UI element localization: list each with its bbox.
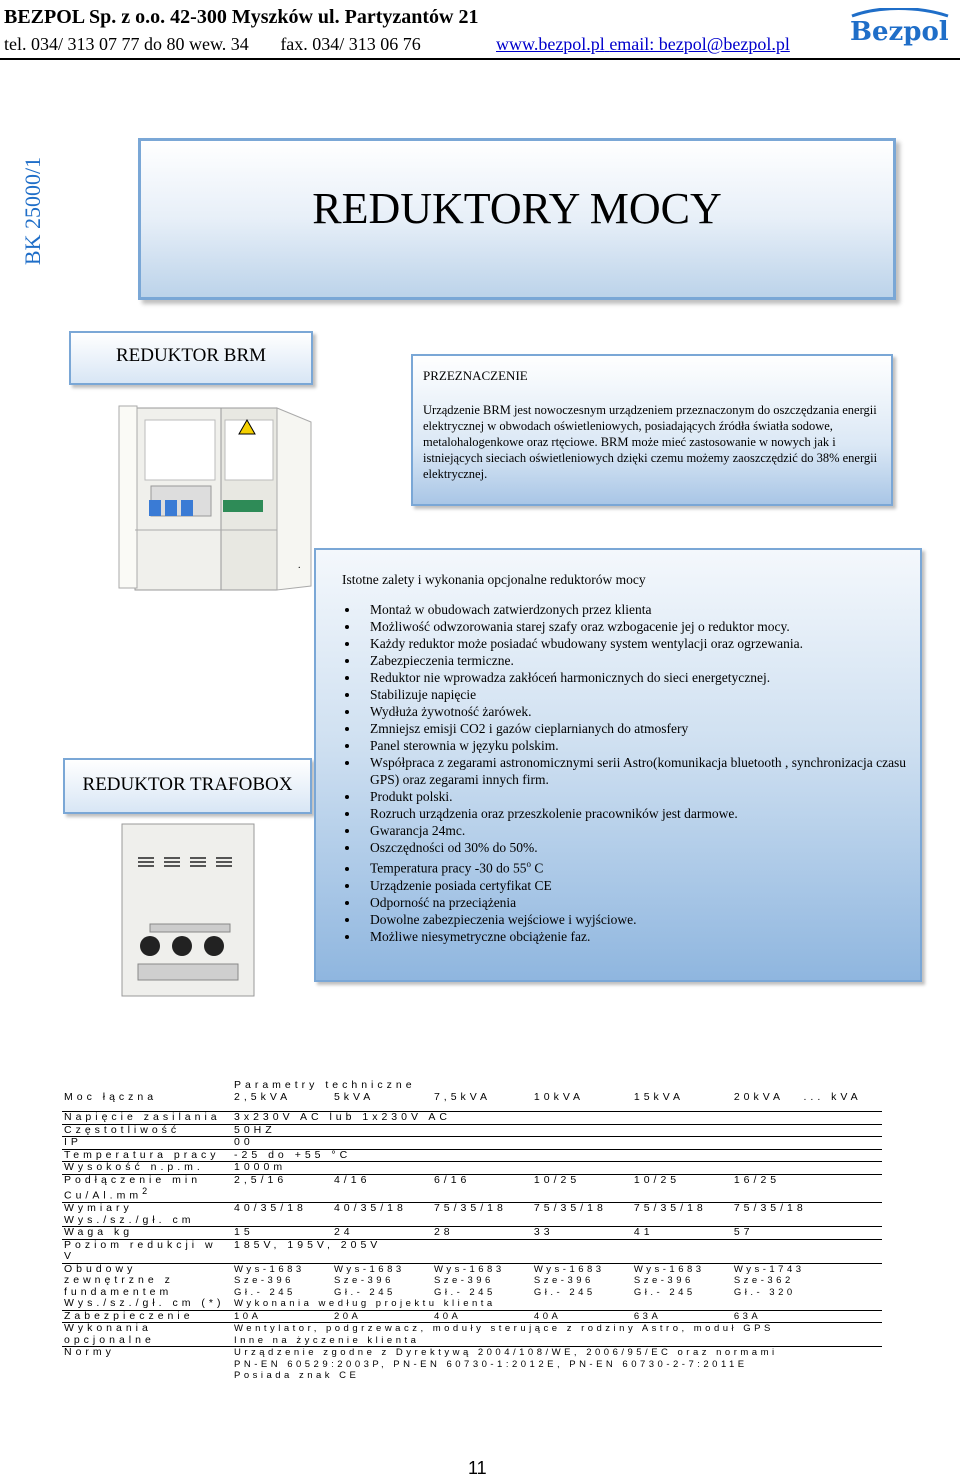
protect-cell: 20A: [332, 1310, 432, 1323]
bezpol-logo: [848, 8, 952, 46]
conn-label-cell: [62, 1174, 232, 1203]
housing-gl: Gł.- 320: [733, 1286, 796, 1298]
housing-cell: [232, 1263, 332, 1298]
housing-cell: [432, 1263, 532, 1298]
ip-label: IP: [62, 1137, 232, 1150]
dim-cell: 75/35/18: [632, 1203, 732, 1227]
dim-cell: 75/35/18: [432, 1203, 532, 1227]
housing-cell: [732, 1263, 882, 1298]
conn-cell: 6/16: [432, 1174, 532, 1203]
feature-item: • Dowolne zabezpieczenia wejściowe i wyjściowe.: [360, 911, 920, 928]
purpose-box: [411, 354, 893, 506]
feature-item: • Montaż w obudowach zatwierdzonych przez klienta: [360, 601, 920, 618]
protect-cell: 10A: [232, 1310, 332, 1323]
feature-item-temperature: [360, 856, 920, 877]
housing-gl: Gł.- 245: [433, 1286, 496, 1298]
trafobox-label: REDUKTOR TRAFOBOX: [82, 774, 293, 795]
brm-label-box: [69, 331, 313, 385]
height-value: 1000m: [232, 1162, 882, 1175]
housing-wys: Wys-1683: [433, 1263, 505, 1275]
temperature-text: Temperatura pracy -30 do 55: [370, 860, 527, 876]
housing-cell: [332, 1263, 432, 1298]
features-box: [314, 548, 922, 982]
page-title: REDUKTORY MOCY: [312, 184, 722, 233]
feature-item: • Gwarancja 24mc.: [360, 822, 920, 839]
feature-item: • Rozruch urządzenia oraz przeszkolenie pracowników jest darmowe.: [360, 805, 920, 822]
housing-sze: Sze-362: [733, 1275, 794, 1286]
temperature-unit: C: [531, 860, 544, 876]
housing-wys: Wys-1683: [633, 1263, 705, 1275]
fax: fax. 034/ 313 06 76: [280, 34, 421, 54]
company-name: BEZPOL Sp. z o.o. 42-300 Myszków ul. Partyzantów 21: [4, 6, 479, 28]
norms-line: Posiada znak CE: [234, 1370, 360, 1381]
height-label: Wysokość n.p.m.: [62, 1162, 232, 1175]
feature-item: • Oszczędności od 30% do 50%.: [360, 839, 920, 856]
power-cell: 20kVA: [733, 1090, 785, 1103]
feature-item: • Urządzenie posiada certyfikat CE: [360, 877, 920, 894]
norms-label: Normy: [62, 1347, 232, 1382]
options-line: Wentylator, podgrzewacz, moduły sterujące z rodziny Astro, moduł GPS: [234, 1323, 774, 1334]
website-link[interactable]: www.bezpol.pl: [496, 34, 605, 54]
options-label: Wykonania opcjonalne: [62, 1323, 232, 1347]
trafobox-image: [120, 820, 260, 1000]
dim-cell: 40/35/18: [332, 1203, 432, 1227]
norms-line: Urządzenie zgodne z Dyrektywą 2004/108/WE, 2006/95/EC oraz normami: [234, 1347, 778, 1358]
feature-item: • Wydłuża żywotność żarówek.: [360, 703, 920, 720]
temp-value: -25 do +55 °C: [232, 1149, 882, 1162]
housing-gl: Gł.- 245: [533, 1286, 596, 1298]
protect-cell: 63A: [632, 1310, 732, 1323]
weight-cell: 33: [532, 1227, 632, 1240]
supply-value: 3x230V AC lub 1x230V AC: [232, 1112, 882, 1125]
trafobox-label-box: [63, 758, 312, 814]
logo-text: Bezpol: [850, 17, 949, 46]
power-cell: 10kVA: [533, 1090, 585, 1103]
housing-wys: Wys-1683: [533, 1263, 605, 1275]
dim-cell: 75/35/18: [732, 1203, 882, 1227]
freq-value: 50HZ: [232, 1124, 882, 1137]
protect-cell: 40A: [432, 1310, 532, 1323]
housing-sze: Sze-396: [234, 1275, 294, 1286]
power-cell: 7,5kVA: [433, 1090, 492, 1103]
conn-label: Podłączenie min Cu/Al.mm: [64, 1173, 202, 1202]
dim-cell: 75/35/18: [532, 1203, 632, 1227]
housing-label: Obudowy zewnętrzne z fundamentem Wys./sz./gł. cm (*): [62, 1263, 232, 1310]
dim-label: Wymiary Wys./sz./gł. cm: [62, 1203, 232, 1227]
housing-wys: Wys-1683: [234, 1263, 305, 1275]
housing-sze: Sze-396: [633, 1275, 694, 1286]
norms-line: PN-EN 60529:2003P, PN-EN 60730-1:2012E, PN-EN 60730-2-7:2011E: [234, 1358, 748, 1370]
housing-gl: Gł.- 245: [333, 1286, 396, 1298]
phone: tel. 034/ 313 07 77 do 80 wew. 34: [4, 34, 249, 54]
catalog-code: BK 25000/1: [20, 156, 45, 266]
stray-dot: .: [298, 560, 301, 571]
norms-value: [232, 1347, 882, 1382]
options-value: [232, 1323, 882, 1347]
level-value: 185V, 195V, 205V: [232, 1239, 882, 1263]
weight-cell: 15: [232, 1227, 332, 1240]
power-cell: 15kVA: [633, 1090, 685, 1103]
features-list: [340, 601, 920, 945]
feature-item: • Panel sterownia w języku polskim.: [360, 737, 920, 754]
temp-label: Temperatura pracy: [62, 1149, 232, 1162]
feature-item: • Możliwość odwzorowania starej szafy oraz wzbogacenie jej o reduktor mocy.: [360, 618, 920, 635]
housing-sze: Sze-396: [333, 1275, 394, 1286]
conn-cell: 10/25: [632, 1174, 732, 1203]
supply-label: Napięcie zasilania: [62, 1112, 232, 1125]
weight-label: Waga kg: [62, 1227, 232, 1240]
feature-item: • Współpraca z zegarami astronomicznymi serii Astro(komunikacja bluetooth , synchronizacja czasu GPS) oraz zegarami innych firm.: [360, 754, 920, 788]
protect-cell: 63A: [732, 1310, 882, 1323]
purpose-heading: PRZEZNACZENIE: [423, 368, 528, 383]
conn-sup: 2: [142, 1186, 152, 1196]
freq-label: Częstotliwość: [62, 1124, 232, 1137]
housing-sze: Sze-396: [533, 1275, 594, 1286]
ip-value: 00: [232, 1137, 882, 1150]
feature-item: • Każdy reduktor może posiadać wbudowany system wentylacji oraz ogrzewania.: [360, 635, 920, 652]
parameters-table: [62, 1080, 882, 1382]
brm-cabinet-image: [115, 400, 315, 595]
conn-cell: 4/16: [332, 1174, 432, 1203]
feature-item: • Stabilizuje napięcie: [360, 686, 920, 703]
contact-web: [496, 34, 790, 55]
feature-item: • Produkt polski.: [360, 788, 920, 805]
param-title: Parametry techniczne: [234, 1079, 416, 1091]
housing-gl: Gł.- 245: [234, 1286, 296, 1298]
power-cell: ... kVA: [803, 1090, 862, 1103]
weight-cell: 57: [732, 1227, 882, 1240]
page-number: 11: [468, 1458, 487, 1478]
feature-item: • Zabezpieczenia termiczne.: [360, 652, 920, 669]
housing-gl: Gł.- 245: [633, 1286, 696, 1298]
feature-item: • Możliwe niesymetryczne obciążenie faz.: [360, 928, 920, 945]
power-label: Moc łączna: [64, 1090, 158, 1103]
protect-cell: 40A: [532, 1310, 632, 1323]
conn-cell: 10/25: [532, 1174, 632, 1203]
conn-cell: 2,5/16: [232, 1174, 332, 1203]
housing-wys: Wys-1743: [733, 1263, 805, 1275]
feature-item: • Zmniejsz emisji CO2 i gazów cieplarnianych do atmosfery: [360, 720, 920, 737]
housing-sze: Sze-396: [433, 1275, 494, 1286]
housing-note: Wykonania według projektu klienta: [234, 1298, 496, 1309]
features-heading: Istotne zalety i wykonania opcjonalne reduktorów mocy: [342, 572, 646, 587]
dim-cell: 40/35/18: [232, 1203, 332, 1227]
weight-cell: 24: [332, 1227, 432, 1240]
level-label: Poziom redukcji w V: [62, 1239, 232, 1263]
param-title-spacer: [62, 1080, 232, 1092]
purpose-text: Urządzenie BRM jest nowoczesnym urządzeniem przeznaczonym do oszczędzania energii elektrycznej w obwodach oświetleniowych, posiadających źródła światła sodowe, metalohalogenkowe oraz rtęciowe. BRM może mieć zastosowanie w nowych jak i istniejących sieciach oświetleniowych dzięki czemu możemy zaoszczędzić do 38% energii elektrycznej.: [423, 403, 878, 481]
title-box: [138, 138, 896, 300]
power-cell: 2,5kVA: [234, 1090, 292, 1103]
email-link[interactable]: email: bezpol@bezpol.pl: [609, 34, 790, 54]
housing-wys: Wys-1683: [333, 1263, 405, 1275]
options-line: Inne na życzenie klienta: [234, 1334, 420, 1346]
feature-item: • Reduktor nie wprowadza zakłóceń harmonicznych do sieci energetycznej.: [360, 669, 920, 686]
catalog-code-box: [18, 150, 48, 274]
contact-line: [4, 34, 421, 55]
weight-cell: 41: [632, 1227, 732, 1240]
page-header: [4, 4, 956, 58]
housing-cell: [632, 1263, 732, 1298]
header-divider: [0, 58, 960, 60]
protect-label: Zabezpieczenie: [62, 1310, 232, 1323]
feature-item: • Odporność na przeciążenia: [360, 894, 920, 911]
conn-cell: 16/25: [732, 1174, 882, 1203]
weight-cell: 28: [432, 1227, 532, 1240]
housing-cell: [532, 1263, 632, 1298]
brm-label: REDUKTOR BRM: [115, 345, 267, 366]
degree-sup: o: [526, 859, 531, 869]
power-cell: 5kVA: [333, 1090, 375, 1103]
